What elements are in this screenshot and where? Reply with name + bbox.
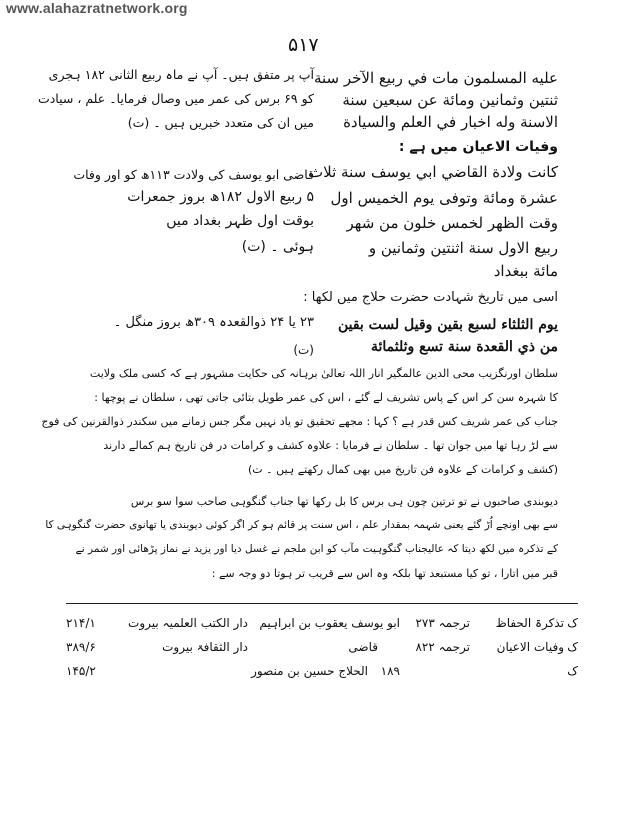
right-line: عشرة ومائة وتوفى يوم الخميس اول [330,189,558,207]
footnote-publisher: دار الکتب العلمیہ بیروت [128,616,248,630]
footnote-row [66,640,578,662]
right-line: مائة ببغداد [493,262,558,280]
left-line: ہوئی ۔ (ت) [241,239,314,255]
arabic-translation-line: (ت) [293,343,314,357]
right-line: ربيع الاول سنة اثنتين وثمانين و [368,239,558,257]
right-line: وفیات الاعیان میں ہے : [398,139,558,155]
tareekh-intro: اسی میں تاریخ شہادت حضرت حلاج میں لکھا : [303,290,558,305]
footnote-entry: ۱۸۹ [380,664,400,678]
footnote-subject: الحلاج حسین بن منصور [251,664,368,678]
right-line: كانت ولادة القاضي ابي يوسف سنة ثلاث [309,163,558,181]
footnote-source: تذکرۃ الحفاظ [495,616,564,630]
footnote-subject: ابو یوسف یعقوب بن ابراہیم [259,616,400,630]
footnote-marker: ک [567,664,578,678]
watermark: www.alahazratnetwork.org [6,0,188,16]
footnote-marker: ک [567,616,578,630]
footnote-volume-page: ۱۴۵/۲ [66,664,96,678]
left-line: میں ان کی متعدد خبریں ہیں ۔ (ت) [127,115,314,130]
paragraph-1-line: جناب کی عمر شریف کس قدر ہے ؟ کہا : مجھے تحقیق تو یاد نہیں مگر جس زمانے میں سکندر ذوالقرنین کی فوج [41,415,558,428]
footnote-volume-page: ۳۸۹/۶ [66,640,96,654]
footnote-divider [66,603,578,604]
footnote-source: وفیات الاعیان [496,640,564,654]
footnote-marker: ک [567,640,578,654]
paragraph-1-line: (کشف و کرامات کے علاوہ فن تاریخ میں بھی کمال رکھتے ہیں ۔ ت) [248,463,558,476]
right-line: الاسنة وله اخبار في العلم والسيادة [343,113,558,131]
page-number: ۵۱۷ [288,34,319,56]
paragraph-2-line: قبر میں اتارا ، تو کیا مستبعد تھا بلکہ وہ اس سے قریب تر ہوتا دو وجہ سے : [211,567,558,580]
left-line: کو ۶۹ برس کی عمر میں وصال فرمایا۔ علم ، سیادت [37,91,314,106]
paragraph-2-line: کے تذکرہ میں لکھ دیتا کہ عالیجناب گنگوہیت مآب کو ابن ملجم نے غسل دیا اور یزید نے نماز پڑھائی اور شمر نے [75,543,558,555]
right-line: عليه المسلمون مات في ربيع الآخر سنة [313,69,558,87]
paragraph-2-line: سے بھی اونچے اُڑ گئے یعنی شہمہ بمقدار علم ، اس سنت پر قائم ہو کر اگر کوئی دیوبندی یا تھانوی حضرت گنگوہی کا [45,519,558,531]
footnote-entry: ترجمہ ۲۷۳ [415,616,470,630]
footnote-subject: قاضی [348,640,378,654]
footnote-publisher: دار الثقافۃ بیروت [162,640,248,654]
paragraph-1-line: کا شہرہ سن کر اس کے پاس تشریف لے گئے ، اس کی عمر طویل بتائی جاتی تھی ، سلطان نے پوچھا : [94,391,558,404]
footnote-row [66,616,578,638]
right-line: ثنتين وثمانين ومائة عن سبعين سنة [342,91,558,109]
left-line: ۵ ربیع الاول ۱۸۲ھ بروز جمعرات [127,189,314,205]
paragraph-1-line: سلطان اورنگزیب محی الدین عالمگیر انار اللہ تعالیٰ برہانہ کی حکایت مشہور ہے کہ کسی ملک ولایت [89,367,558,380]
footnote-row [66,664,578,686]
arabic-quote-line: يوم الثلثاء لسبع بقين وقيل لست بقين [337,317,558,333]
arabic-quote-line: من ذي القعدة سنة تسع وثلثمائة [371,339,558,355]
paragraph-2-line: دیوبندی صاحبوں نے تو ترتین چون ہی برس کا بل رکھا تھا جناب گنگوہی صاحب سوا سو برس [130,495,558,508]
left-line: بوقت اول ظہر بغداد میں [166,213,314,229]
footnote-volume-page: ۲۱۴/۱ [66,616,96,630]
right-line: وقت الظهر لخمس خلون من شهر [346,214,558,232]
footnote-entry: ترجمہ ۸۲۲ [415,640,470,654]
left-line: قاضی ابو یوسف کی ولادت ۱۱۳ھ کو اور وفات [73,167,314,182]
arabic-translation-line: ۲۳ یا ۲۴ ذوالقعدہ ۳۰۹ھ بروز منگل ۔ [113,315,314,330]
left-line: آپ پر متفق ہیں۔ آپ نے ماہ ربیع الثانی ۱۸۲ ہجری [48,67,314,82]
paragraph-1-line: سے لڑ رہا تھا میں جوان تھا ۔ سلطان نے فرمایا : علاوہ کشف و کرامات در فن تاریخ ہم کمالے دارند [103,439,558,452]
